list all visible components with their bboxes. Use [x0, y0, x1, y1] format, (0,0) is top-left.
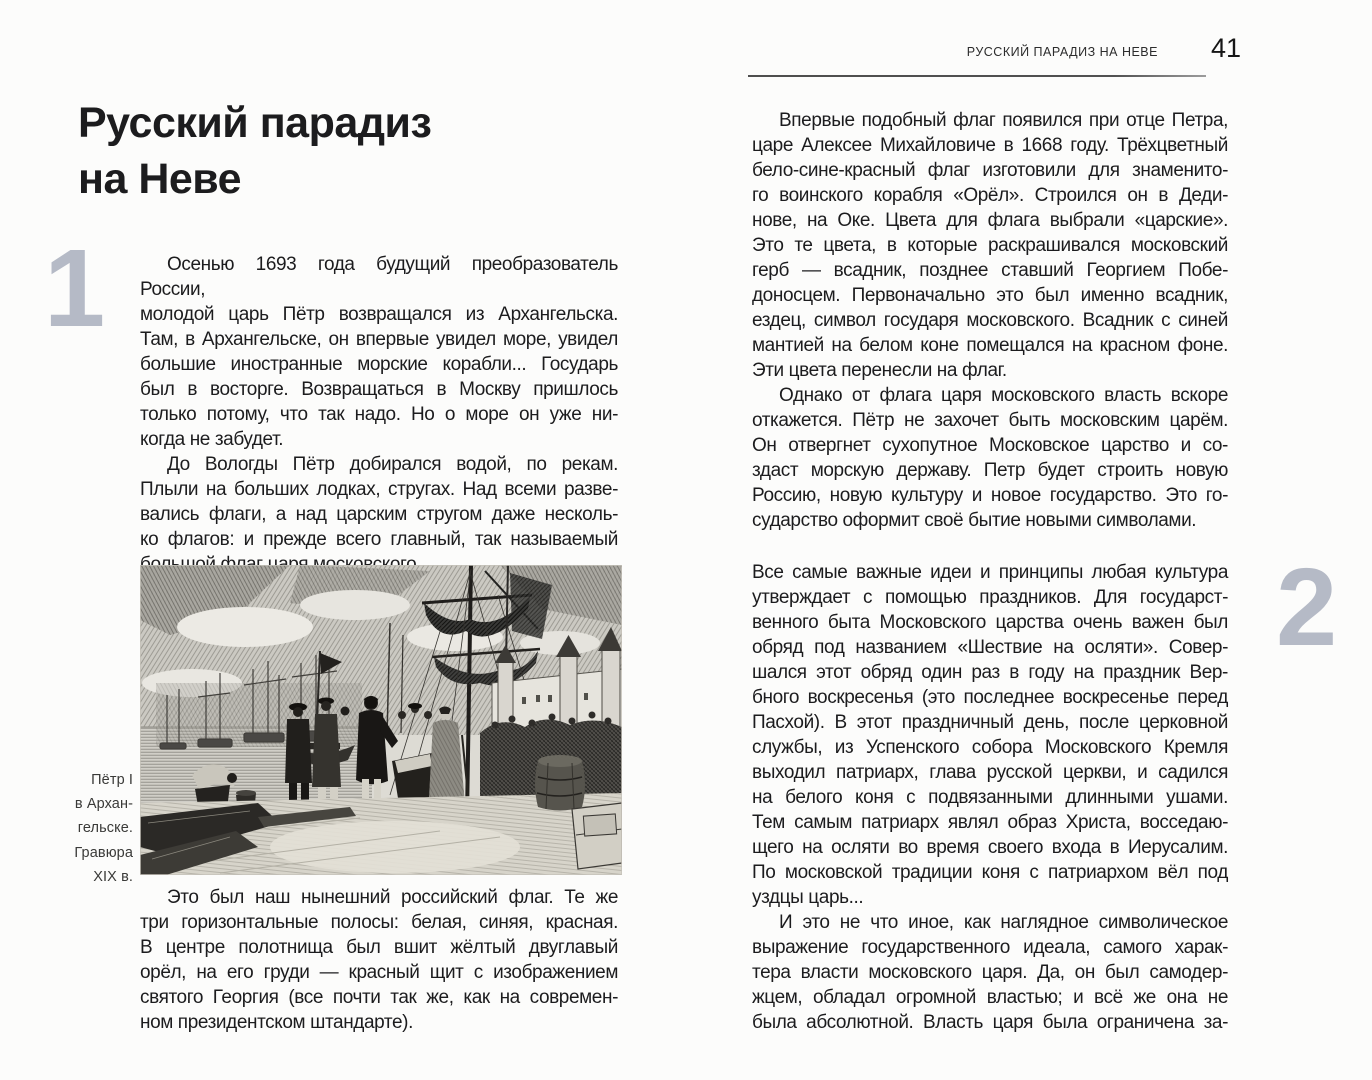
text-line: утверждает с помощью праздников. Для государст- [752, 587, 1228, 608]
running-header: РУССКИЙ ПАРАДИЗ НА НЕВЕ [966, 45, 1158, 59]
text-line: Все самые важные идеи и принципы любая культура [752, 562, 1228, 583]
text-line: обряд под названием «Шествие на осляти». Совер- [752, 637, 1228, 658]
text-line: ко флагов: и прежде всего главный, так называемый [140, 529, 618, 550]
text-line: молодой царь Пётр возвращался из Архангельска. [140, 304, 618, 325]
text-line: нове, на Оке. Цвета для флага выбрали «царские». [752, 210, 1228, 231]
text-line: шался этот обряд один раз в году на праздник Вер- [752, 662, 1228, 683]
text-line: Пасхой). В этот праздничный день, после церковной [752, 712, 1228, 733]
chapter-title [78, 95, 598, 207]
section-number-2: 2 [1276, 546, 1338, 669]
text-line: царе Алексее Михайловиче в 1668 году. Трёхцветный [752, 135, 1228, 156]
paragraph [140, 452, 618, 577]
text-line: была абсолютной. Власть царя была ограничена за- [752, 1012, 1228, 1033]
page-number: 41 [1211, 33, 1242, 63]
left-column-top [140, 252, 618, 577]
text-line: доносцем. Первоначально это был именно всадник, [752, 285, 1228, 306]
caption-line: гельске. [77, 820, 133, 837]
text-line: бного воскресенья (это последнее воскресенье перед [752, 687, 1228, 708]
peter-engraving-illustration [140, 565, 622, 875]
text-line: только потому, что так надо. Но о море он уже ни- [140, 404, 618, 425]
text-line: на белого коня с подвязанными длинными ушами. [752, 787, 1228, 808]
text-line: вались флаги, а над царским стругом даже несколь- [140, 504, 618, 525]
text-line: орёл, на его груди — красный щит с изображением [140, 962, 618, 983]
text-line: сударство оформит своё бытие новыми символами. [752, 510, 1197, 531]
text-line: большие иностранные морские корабли... Государь [140, 354, 618, 375]
text-line: И это не что иное, как наглядное символическое [779, 912, 1228, 933]
text-line: откажется. Пётр не захочет быть московским царём. [752, 410, 1228, 431]
text-line: Впервые подобный флаг появился при отце Петра, [779, 110, 1228, 131]
text-line: когда не забудет. [140, 429, 284, 450]
right-column [752, 108, 1228, 1035]
header-rule [748, 75, 1206, 77]
text-line: ездец, символ государя московского. Всадник с синей [752, 310, 1228, 331]
chapter-title-line: на Неве [78, 155, 242, 203]
text-line: Это был наш нынешний российский флаг. Те же [167, 887, 618, 908]
engraving-artwork [140, 565, 622, 875]
text-line: Осенью 1693 года будущий преобразователь России, [140, 254, 618, 300]
caption-line: в Архан- [74, 796, 133, 813]
text-line: ном президентском штандарте). [140, 1012, 413, 1033]
text-line: уздцы царь... [752, 887, 864, 908]
caption-line: Гравюра [74, 844, 133, 861]
text-line: здаст морскую державу. Петр будет строить новую [752, 460, 1228, 481]
text-line: Плыли на больших лодках, стругах. Над всеми разве- [140, 479, 618, 500]
text-line: герб — всадник, позднее ставший Георгием Побе- [752, 260, 1228, 281]
caption-line: Пётр I [91, 772, 133, 788]
text-line: был в восторге. Возвращаться в Москву пришлось [140, 379, 618, 400]
paragraph [752, 560, 1228, 910]
text-line: тера власти московского царя. Да, он был самодер- [752, 962, 1228, 983]
text-line: выходил патриарх, глава русской церкви, и садился [752, 762, 1228, 783]
paragraph [140, 252, 618, 452]
text-line: мантией на белом коне помещался на красном фоне. [752, 335, 1228, 356]
text-line: По московской традиции коня с патриархом вёл под [752, 862, 1228, 883]
text-line: Он отвергнет сухопутное Московское царство и со- [752, 435, 1228, 456]
text-line: Там, в Архангельске, он впервые увидел море, увидел [140, 329, 618, 350]
text-line: венного быта Московского царства очень важен был [752, 612, 1228, 633]
illustration-caption [34, 768, 133, 889]
text-line: В центре полотнища был вшит жёлтый двуглавый [140, 937, 618, 958]
text-line: бело-сине-красный флаг изготовили для знаменито- [752, 160, 1228, 181]
caption-line: XIX в. [93, 868, 133, 885]
text-line: службы, из Успенского собора Московского Кремля [752, 737, 1228, 758]
text-line: Тем самым патриарх являл образ Христа, восседаю- [752, 812, 1228, 833]
left-column-bottom [140, 885, 618, 1035]
text-line: го воинского корабля «Орёл». Строился он в Деди- [752, 185, 1228, 206]
chapter-title-line: Русский парадиз [78, 99, 432, 147]
text-line: жцем, обладал огромной властью; и всё же она не [752, 987, 1228, 1008]
text-line: Однако от флага царя московского власть вскоре [779, 385, 1228, 406]
paragraph [140, 885, 618, 1035]
text-line: три горизонтальные полосы: белая, синяя, красная. [140, 912, 618, 933]
paragraph [752, 910, 1228, 1035]
text-line: Это те цвета, в которые раскрашивался московский [752, 235, 1228, 256]
text-line: До Вологды Пётр добирался водой, по рекам. [167, 454, 618, 475]
text-line: щего на осляти во время своего входа в Иерусалим. [752, 837, 1228, 858]
text-line: святого Георгия (все почти так же, как на современ- [140, 987, 618, 1008]
paragraph [752, 108, 1228, 383]
text-line: выражение государственного идеала, самого харак- [752, 937, 1228, 958]
text-line: Россию, новую культуру и новое государство. Это го- [752, 485, 1228, 506]
paragraph [752, 383, 1228, 533]
text-line: Эти цвета перенесли на флаг. [752, 360, 1007, 381]
section-number-1: 1 [44, 227, 106, 350]
